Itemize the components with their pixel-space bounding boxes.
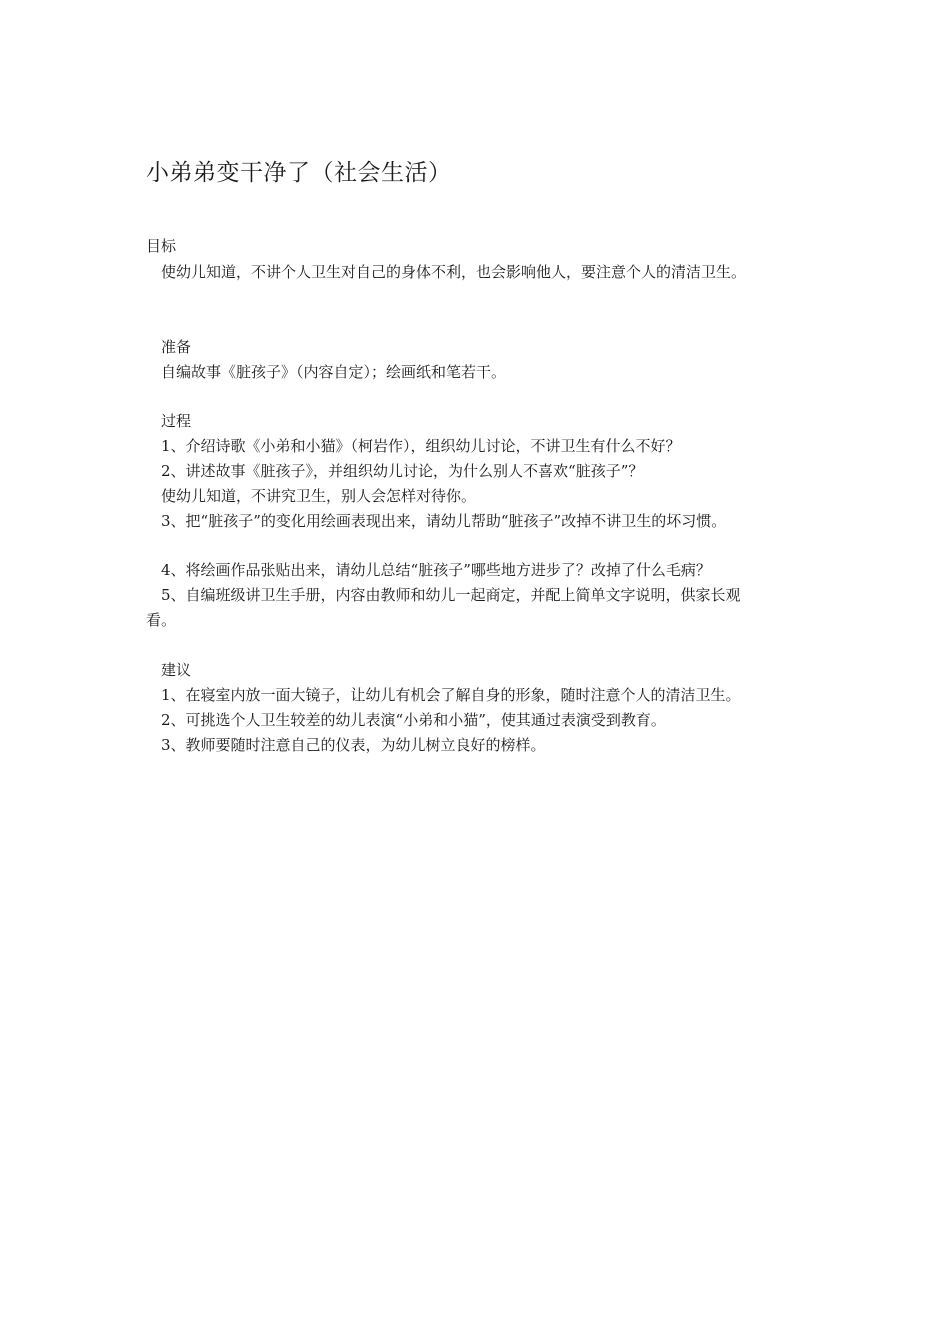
goal-text: 使幼儿知道，不讲个人卫生对自己的身体不利，也会影响他人，要注意个人的清洁卫生。 bbox=[161, 263, 747, 281]
process-item: 使幼儿知道，不讲究卫生，别人会怎样对待你。 bbox=[161, 487, 477, 505]
process-item-continuation: 看。 bbox=[146, 611, 177, 629]
process-item: 4、将绘画作品张贴出来，请幼儿总结“脏孩子”哪些地方进步了？改掉了什么毛病？ bbox=[161, 561, 711, 579]
preparation-text: 自编故事《脏孩子》（内容自定）；绘画纸和笔若干。 bbox=[161, 363, 507, 381]
process-item: 1、介绍诗歌《小弟和小猫》（柯岩作），组织幼儿讨论，不讲卫生有什么不好？ bbox=[161, 437, 681, 455]
process-item: 3、把“脏孩子”的变化用绘画表现出来，请幼儿帮助“脏孩子”改掉不讲卫生的坏习惯。 bbox=[161, 512, 727, 530]
process-item: 2、讲述故事《脏孩子》，并组织幼儿讨论，为什么别人不喜欢“脏孩子”？ bbox=[161, 462, 644, 480]
document-title: 小弟弟变干净了（社会生活） bbox=[146, 160, 452, 186]
suggestion-item: 1、在寝室内放一面大镜子，让幼儿有机会了解自身的形象，随时注意个人的清洁卫生。 bbox=[161, 686, 741, 704]
process-heading: 过程 bbox=[161, 412, 192, 430]
suggestion-item: 3、教师要随时注意自己的仪表，为幼儿树立良好的榜样。 bbox=[161, 736, 546, 754]
goal-heading: 目标 bbox=[146, 237, 177, 255]
preparation-heading: 准备 bbox=[161, 338, 192, 356]
suggestions-heading: 建议 bbox=[161, 661, 192, 679]
suggestion-item: 2、可挑选个人卫生较差的幼儿表演“小弟和小猫”，使其通过表演受到教育。 bbox=[161, 711, 666, 729]
process-item: 5、自编班级讲卫生手册，内容由教师和幼儿一起商定，并配上简单文字说明，供家长观 bbox=[161, 586, 741, 604]
